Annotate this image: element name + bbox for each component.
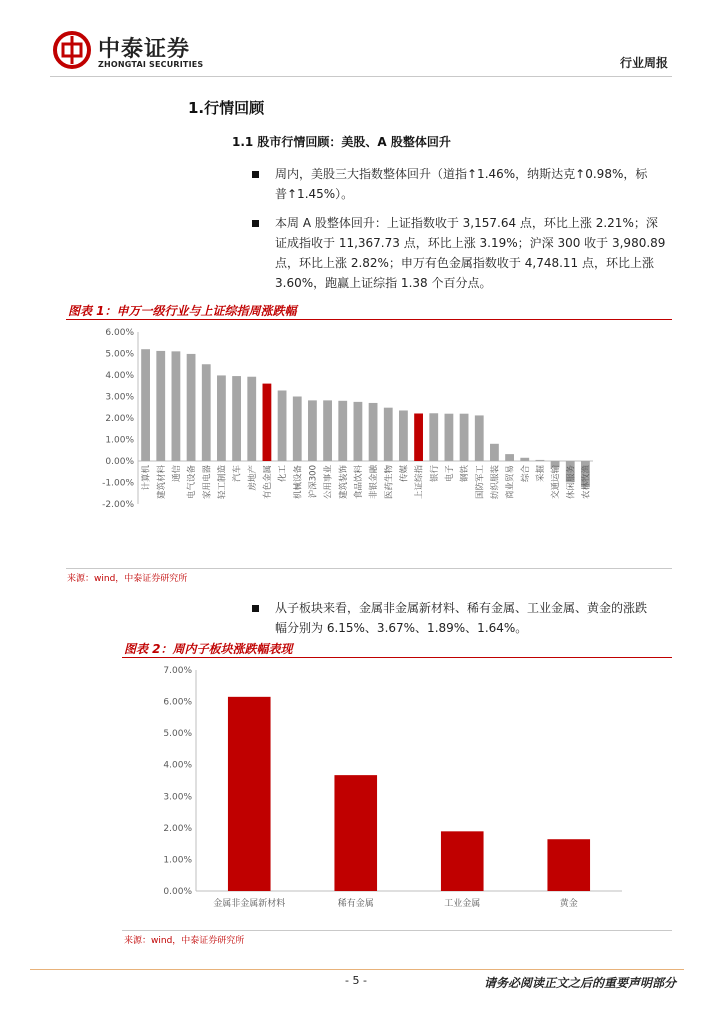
bar (278, 390, 287, 461)
x-tick-label: 农林牧渔 (581, 464, 592, 500)
company-logo (52, 30, 92, 70)
bar (505, 454, 514, 461)
x-tick-label: 采掘 (535, 465, 546, 483)
y-tick-label: 3.00% (163, 792, 192, 803)
x-tick-label: 非银金融 (369, 465, 380, 500)
x-tick-label: 国防军工 (475, 465, 486, 500)
figure1-bottom-rule (66, 568, 672, 569)
x-tick-label: 电子 (444, 465, 455, 483)
bar (172, 351, 181, 461)
bar (202, 364, 211, 461)
bar (445, 414, 454, 461)
x-tick-label: 综合 (520, 465, 531, 483)
figure1-title: 图表 1：申万一级行业与上证综指周涨跌幅 (68, 304, 297, 318)
x-tick-label: 钢铁 (460, 465, 471, 483)
bullet-marker (252, 605, 259, 612)
x-tick-label: 稀有金属 (337, 899, 374, 909)
y-tick-label: 1.00% (105, 435, 134, 446)
x-tick-label: 黄金 (559, 899, 578, 909)
x-tick-label: 电气设备 (187, 465, 198, 500)
bullet-paragraph: 从子板块来看，金属非金属新材料、稀有金属、工业金属、黄金的涨跌 幅分别为 6.15%、3.67%、1.89%、1.64%。 (275, 601, 648, 635)
bar (187, 354, 196, 461)
report-type: 行业周报 (619, 56, 668, 70)
bullet-marker (252, 220, 259, 227)
bar (217, 375, 226, 461)
bar (414, 413, 423, 461)
bar (156, 351, 165, 461)
figure2-title-underline (122, 657, 672, 658)
y-tick-label: 3.00% (105, 392, 134, 403)
y-tick-label: 4.00% (105, 371, 134, 381)
figure1-source: 来源：wind，中泰证券研究所 (67, 574, 188, 584)
figure2-title: 图表 2：周内子板块涨跌幅表现 (124, 642, 293, 656)
bar (293, 397, 302, 462)
x-tick-label: 家用电器 (202, 465, 213, 500)
x-tick-label: 有色金属 (262, 465, 273, 500)
bar (334, 775, 377, 891)
x-tick-label: 通信 (171, 465, 182, 483)
bar (475, 415, 484, 461)
bullet-paragraph: 本周 A 股整体回升：上证指数收于 3,157.64 点，环比上涨 2.21%；深 证成指收于 11,367.73 点，环比上涨 3.19%；沪深 300 收于 3,980.89 点，环比上涨 2.82%；申万有色金属指数收于 4,748.11 点，环比上涨 3.60%，跑赢上证综指 1.38 个百分点。 (275, 216, 666, 290)
header-divider (50, 76, 672, 77)
bullet-paragraph: 周内，美股三大指数整体回升（道指↑1.46%，纳斯达克↑0.98%，标 普↑1.45%）。 (275, 167, 648, 201)
x-tick-label: 休闲服务 (566, 465, 577, 500)
figure2-bottom-rule (122, 930, 672, 931)
logo-mark-icon (52, 30, 92, 70)
x-tick-label: 沪深300 (308, 465, 319, 499)
y-tick-label: 4.00% (163, 760, 192, 771)
x-tick-label: 医药生物 (384, 465, 395, 500)
y-tick-label: 6.00% (105, 328, 134, 338)
bar (536, 460, 545, 461)
bar (399, 410, 408, 461)
x-tick-label: 银行 (429, 465, 440, 483)
x-tick-label: 建筑材料 (156, 465, 167, 500)
bar (141, 349, 150, 461)
y-tick-label: 5.00% (105, 349, 134, 360)
x-tick-label: 汽车 (232, 465, 243, 483)
footer-disclaimer: 请务必阅读正文之后的重要声明部分 (483, 976, 676, 990)
logo-name-en: ZHONGTAI SECURITIES (98, 60, 204, 69)
x-tick-label: 化工 (278, 465, 289, 483)
figure1-chart (90, 322, 610, 522)
bar (520, 458, 529, 461)
x-tick-label: 食品饮料 (353, 465, 364, 500)
x-tick-label: 交通运输 (551, 465, 562, 500)
bullet-marker (252, 171, 259, 178)
x-tick-label: 机械设备 (293, 465, 304, 500)
footer-divider (30, 969, 684, 970)
x-tick-label: 金属非金属新材料 (213, 899, 286, 909)
bar (263, 384, 272, 461)
y-tick-label: 0.00% (163, 887, 192, 897)
x-tick-label: 商业贸易 (505, 465, 516, 500)
bar (490, 444, 499, 461)
x-tick-label: 工业金属 (444, 899, 481, 909)
section-subtitle: 1.1 股市行情回顾：美股、A 股整体回升 (232, 135, 451, 149)
bar (547, 839, 590, 891)
bar (323, 400, 332, 461)
bar (460, 414, 469, 461)
x-tick-label: 纺织服装 (490, 465, 501, 500)
bar (308, 400, 317, 461)
y-tick-label: 1.00% (163, 855, 192, 866)
x-tick-label: 上证综指 (414, 465, 425, 500)
bar (228, 697, 271, 891)
y-tick-label: 2.00% (163, 823, 192, 834)
bar (441, 831, 484, 891)
y-tick-label: 5.00% (163, 729, 192, 740)
x-tick-label: 建筑装饰 (338, 465, 349, 500)
y-tick-label: 7.00% (163, 666, 192, 676)
x-tick-label: 计算机 (141, 465, 152, 491)
section-title: 1.行情回顾 (188, 99, 265, 117)
figure2-chart (140, 662, 660, 922)
y-tick-label: 6.00% (163, 697, 192, 708)
figure2-source: 来源：wind，中泰证券研究所 (124, 936, 245, 946)
y-tick-label: -2.00% (102, 500, 134, 510)
y-tick-label: -1.00% (102, 478, 134, 489)
bar (384, 408, 393, 461)
logo-name-cn: 中泰证券 (98, 37, 191, 62)
x-tick-label: 公用事业 (323, 465, 334, 500)
y-tick-label: 2.00% (105, 414, 134, 424)
bar (338, 401, 347, 461)
x-tick-label: 房地产 (247, 465, 258, 491)
bar (429, 413, 438, 461)
bar (232, 376, 241, 461)
bar (354, 402, 363, 461)
x-tick-label: 传媒 (399, 465, 410, 483)
bar (247, 377, 256, 461)
bar (369, 403, 378, 461)
y-tick-label: 0.00% (105, 457, 134, 467)
figure1-title-underline (66, 319, 672, 320)
x-tick-label: 轻工制造 (217, 465, 228, 500)
page-number: - 5 - (345, 974, 367, 987)
